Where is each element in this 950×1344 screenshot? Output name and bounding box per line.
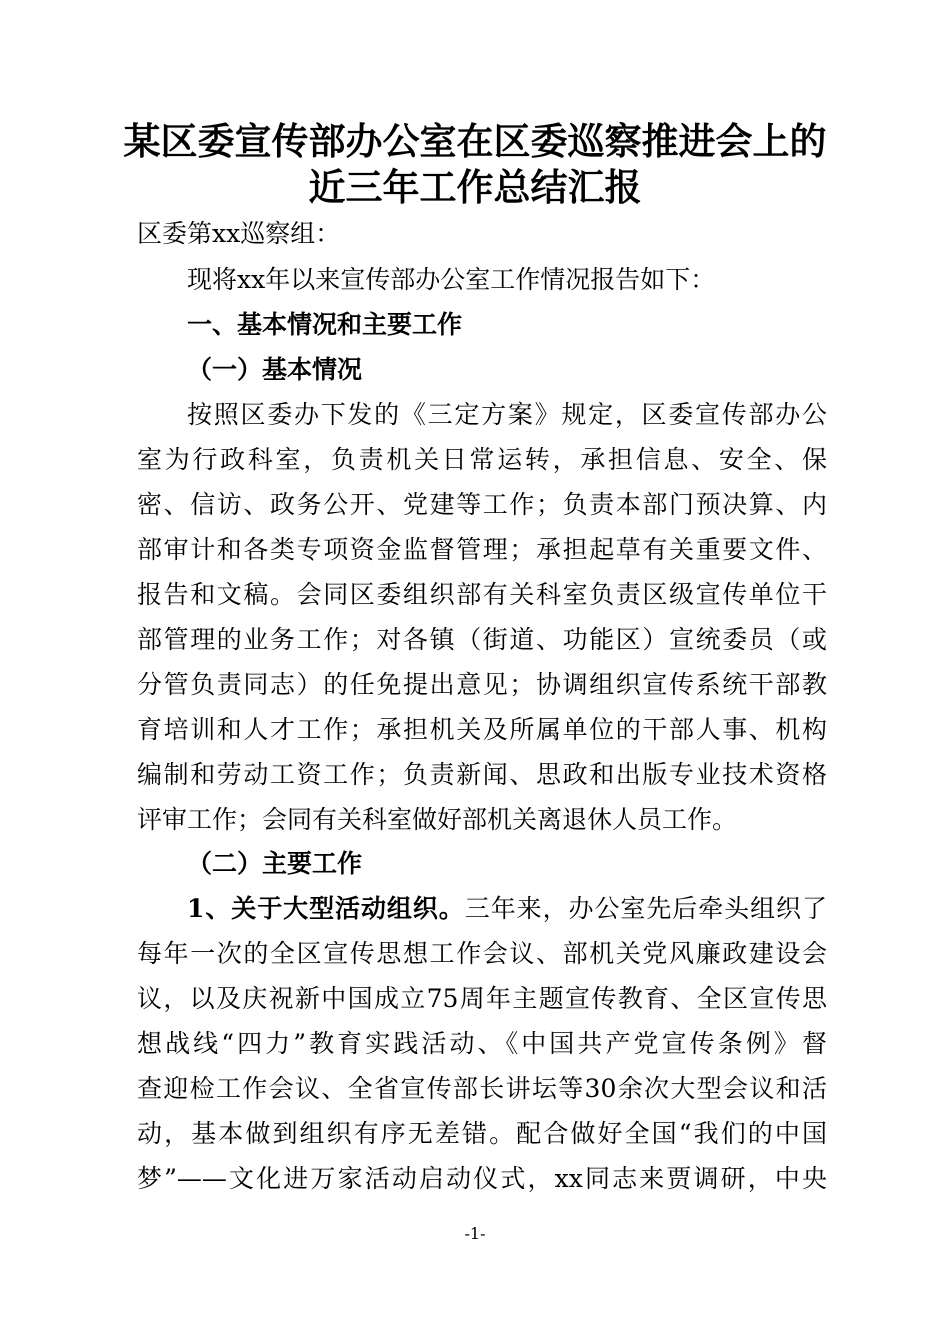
subsection-heading-main-work: （二）主要工作 xyxy=(187,849,363,878)
paragraph-line: 编制和劳动工资工作；负责新闻、思政和出版专业技术资格 xyxy=(137,760,827,789)
paragraph-line: 部管理的业务工作；对各镇（街道、功能区）宣统委员（或 xyxy=(137,625,827,654)
intro-paragraph: 现将xx年以来宣传部办公室工作情况报告如下： xyxy=(187,265,716,294)
document-title-line-2: 近三年工作总结汇报 xyxy=(308,165,642,209)
paragraph-line: 室为行政科室，负责机关日常运转，承担信息、安全、保 xyxy=(137,445,827,474)
document-title-line-1: 某区委宣传部办公室在区委巡察推进会上的 xyxy=(123,119,827,163)
subsection-heading-basic: （一）基本情况 xyxy=(187,355,363,384)
paragraph-line: 分管负责同志）的任免提出意见；协调组织宣传系统干部教 xyxy=(137,670,827,699)
page-number: -1- xyxy=(464,1224,486,1243)
paragraph-line: 动，基本做到组织有序无差错。配合做好全国“我们的中国 xyxy=(137,1119,827,1148)
paragraph-line: 议，以及庆祝新中国成立75周年主题宣传教育、全区宣传思 xyxy=(137,984,827,1013)
paragraph-line: 按照区委办下发的《三定方案》规定，区委宣传部办公 xyxy=(187,400,827,429)
paragraph-line: 想战线“四力”教育实践活动、《中国共产党宣传条例》督 xyxy=(137,1029,827,1058)
item-1-text: 三年来，办公室先后牵头组织了 xyxy=(464,894,827,923)
section-heading-1: 一、基本情况和主要工作 xyxy=(187,310,463,339)
item-1-heading: 1、关于大型活动组织。 xyxy=(187,894,465,923)
paragraph-line: 部审计和各类专项资金监督管理；承担起草有关重要文件、 xyxy=(137,535,827,564)
paragraph-line: 梦”——文化进万家活动启动仪式，xx同志来贾调研，中央 xyxy=(137,1164,827,1193)
addressee: 区委第xx巡察组： xyxy=(137,219,341,248)
paragraph-line: 评审工作；会同有关科室做好部机关离退休人员工作。 xyxy=(137,805,738,834)
paragraph-line: 每年一次的全区宣传思想工作会议、部机关党风廉政建设会 xyxy=(137,939,827,968)
paragraph-line: 育培训和人才工作；承担机关及所属单位的干部人事、机构 xyxy=(137,715,827,744)
paragraph-line: 查迎检工作会议、全省宣传部长讲坛等30余次大型会议和活 xyxy=(137,1074,827,1103)
item-1-first-line xyxy=(187,887,827,931)
paragraph-line: 密、信访、政务公开、党建等工作；负责本部门预决算、内 xyxy=(137,490,827,519)
paragraph-line: 报告和文稿。会同区委组织部有关科室负责区级宣传单位干 xyxy=(137,580,827,609)
